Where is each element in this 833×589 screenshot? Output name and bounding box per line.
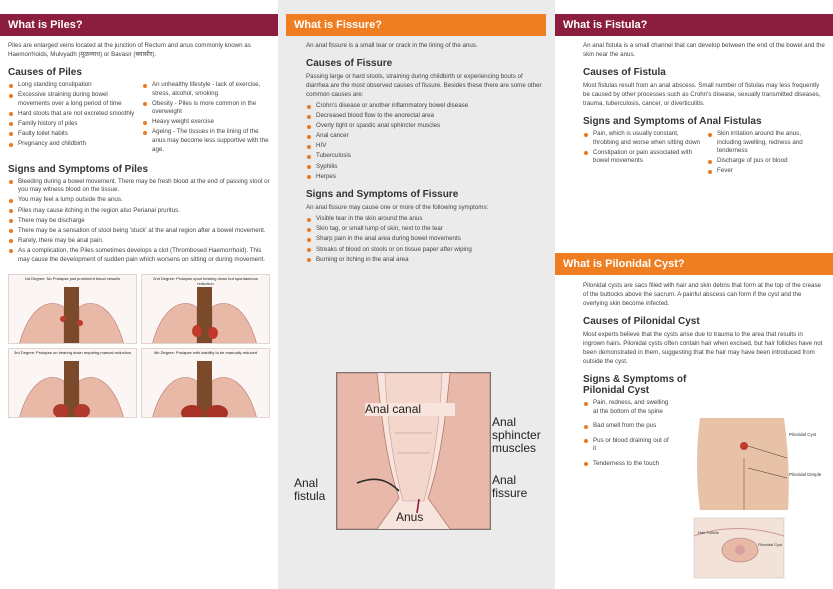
- piles-degree-3-diagram: [8, 348, 137, 418]
- list-item: HIV: [306, 142, 543, 151]
- piles-degree-4-diagram: [141, 348, 270, 418]
- pilonidal-dimple-label: Pilonidal Dimple: [789, 472, 822, 477]
- fistula-symptoms-heading: Signs and Symptoms of Anal Fistulas: [583, 116, 762, 127]
- fistula-causes-heading: Causes of Fistula: [583, 67, 666, 78]
- fissure-intro: An anal fissure is a small tear or crack in the lining of the anus.: [306, 42, 478, 49]
- fissure-symptoms-heading: Signs and Symptoms of Fissure: [306, 189, 459, 201]
- list-item: Tenderness to the touch: [583, 460, 673, 469]
- fissure-causes-heading: Causes of Fissure: [306, 58, 393, 69]
- list-item: Herpes: [306, 173, 543, 182]
- list-item: Skin irritation around the anus, including swelling, redness and tenderness: [707, 130, 825, 156]
- piles-degree-3-illustration: [9, 361, 134, 418]
- pilonidal-cyst-label: Pilonidal Cyst: [789, 432, 817, 437]
- piles-symptoms-heading: Signs and Symptoms of Piles: [8, 163, 149, 175]
- diagram-caption: 3rd Degree: Prolapse on bearing down requiring manual reduction: [13, 350, 132, 356]
- fissure-symptoms-list: [306, 215, 543, 264]
- list-item: Hard stools that are not excreted smoothly: [8, 110, 136, 119]
- fistula-symptoms-right: [707, 130, 825, 177]
- list-item: Sharp pain in the anal area during bowel movements: [306, 235, 543, 244]
- piles-intro: Piles are enlarged veins located at the junction of Rectum and anus commonly known as Haemorrhoids, Mulvyadh (मूळव्याध) or Bavasir (बवासीर).: [8, 42, 251, 58]
- list-item: Visible tear in the skin around the anus: [306, 215, 543, 224]
- fistula-causes-text: Most fistulas result from an anal abscess. Small number of fistulas may less frequently be caused by other processes such as Crohn's disease, sexually transmitted diseases, trauma, tuberculosis, cancer, or diverticulitis.: [583, 82, 821, 107]
- list-item: Pus or blood draining out of it: [583, 437, 673, 454]
- piles-causes-heading: Causes of Piles: [8, 67, 82, 78]
- list-item: Pain, which is usually constant, throbbing and worse when sitting down: [583, 130, 701, 147]
- piles-causes-list: [8, 81, 270, 156]
- diagram-caption: 4th Degree: Prolapse with inability to be manually reduced: [153, 350, 258, 356]
- pilonidal-cyst-image: [692, 418, 826, 580]
- list-item: Excessive straining during bowel movements over a long period of time: [8, 91, 136, 108]
- list-item: Piles may cause itching in the region also Perianal pruritus.: [8, 207, 270, 216]
- list-item: You may feel a lump outside the anus.: [8, 196, 270, 205]
- fistula-symptoms-left: [583, 130, 701, 177]
- list-item: Decreased blood flow to the anorectal area: [306, 112, 543, 121]
- diagram-caption: 1st Degree: No Prolapse just prominent blood vessels: [24, 276, 121, 282]
- piles-causes-left: [8, 81, 136, 156]
- diagram-caption: 2nd Degree: Prolapse upon bearing down but spontaneous reduction: [153, 276, 258, 287]
- fissure-title: What is Fissure?: [286, 14, 546, 36]
- piles-causes-right: [142, 81, 270, 156]
- fistula-symptoms-list: [583, 130, 825, 177]
- anal-anatomy-illustration: [337, 373, 490, 529]
- list-item: There may be discharge: [8, 217, 270, 226]
- pilonidal-title: What is Pilonidal Cyst?: [555, 253, 833, 275]
- list-item: Faulty toilet habits: [8, 130, 136, 139]
- list-item: Heavy weight exercise: [142, 118, 270, 127]
- list-item: Overly tight or spastic anal sphincter muscles: [306, 122, 543, 131]
- anal-fissure-label: Anal fissure: [492, 473, 528, 500]
- pilonidal-symptoms-list: [583, 399, 673, 469]
- list-item: Burning or itching in the anal area: [306, 256, 543, 265]
- piles-panel: [0, 0, 278, 589]
- list-item: Anal cancer: [306, 132, 543, 141]
- piles-degree-2-illustration: [142, 287, 267, 344]
- pilonidal-intro: Pilonidal cysts are sacs filled with hair and skin debris that form at the top of the crease of the buttocks above the sacrum. A painful abscess can form if the cyst and the overlying skin become infected.: [583, 282, 821, 307]
- list-item: Family history of piles: [8, 120, 136, 129]
- fissure-causes-list: [306, 102, 543, 181]
- list-item: Streaks of blood on stools or on tissue paper after wiping: [306, 246, 543, 255]
- pilonidal-cyst-section-label: Pilonidal Cyst: [758, 542, 783, 547]
- list-item: Long standing constipation: [8, 81, 136, 90]
- piles-degree-diagrams: [0, 274, 278, 418]
- fissure-symptoms-intro: An anal fissure may cause one or more of the following symptoms:: [306, 204, 489, 212]
- anus-label: Anus: [396, 510, 424, 524]
- pilonidal-cyst-illustration: [692, 418, 826, 580]
- list-item: Fever: [707, 167, 825, 176]
- hair-follicle-label: Hair Follicle: [698, 530, 719, 535]
- anal-anatomy-diagram: [336, 372, 491, 530]
- list-item: Skin tag, or small lump of skin, next to the tear: [306, 225, 543, 234]
- fistula-title: What is Fistula?: [555, 14, 833, 36]
- list-item: Pain, redness, and swelling at the bottom of the spine: [583, 399, 673, 416]
- fissure-causes-intro: Passing large or hard stools, straining during childbirth or experiencing bouts of diarrhea are the most observed causes of fissure. Besides these there are some other common causes are:: [306, 73, 542, 98]
- piles-degree-2-diagram: [141, 274, 270, 344]
- piles-degree-1-diagram: [8, 274, 137, 344]
- list-item: Crohn's disease or another inflammatory bowel disease: [306, 102, 543, 111]
- list-item: Bad smell from the pus: [583, 422, 673, 431]
- list-item: Constipation or pain associated with bowel movements: [583, 149, 701, 166]
- anal-fistula-label: Anal fistula: [294, 476, 326, 503]
- piles-degree-1-illustration: [9, 287, 134, 344]
- pilonidal-causes-heading: Causes of Pilonidal Cyst: [583, 316, 700, 327]
- list-item: An unhealthy lifestyle - lack of exercise, stress, alcohol, smoking: [142, 81, 270, 98]
- anal-canal-label: Anal canal: [365, 403, 455, 416]
- piles-title: What is Piles?: [0, 14, 278, 36]
- list-item: Pregnancy and childbirth: [8, 140, 136, 149]
- list-item: Syphilis: [306, 163, 543, 172]
- list-item: Rarely, there may be anal pain.: [8, 237, 270, 246]
- piles-symptoms-list: [8, 178, 270, 264]
- anal-sphincter-label: Anal sphincter muscles: [492, 415, 541, 455]
- pilonidal-causes-text: Most experts believe that the cysts arise due to trauma to the area that results in ingrown hairs. Pilonidal cysts often contain hair when excised, but hair follicles have not been demonstrated in them, suggesting that the hair may have been introduced from outside the cyst.: [583, 331, 823, 365]
- fissure-panel: [278, 0, 555, 589]
- piles-degree-4-illustration: [142, 361, 267, 418]
- list-item: As a complication, the Piles sometimes develops a clot (Thrombosed Haemorrhoid). This may cause the development of sudden pain which worsens on sitting or during movement.: [8, 247, 270, 264]
- list-item: Tuberculosis: [306, 152, 543, 161]
- pilonidal-symptoms-heading: Signs & Symptoms of Pilonidal Cyst: [583, 374, 687, 396]
- list-item: Discharge of pus or blood: [707, 157, 825, 166]
- list-item: There may be a sensation of stool being 'stuck' at the anal region after a bowel movement.: [8, 227, 270, 236]
- list-item: Bleeding during a bowel movement. There may be fresh blood at the end of passing stool or you may witness blood on the tissue.: [8, 178, 270, 195]
- list-item: Ageing - The tissues in the lining of the anus may become less supportive with the age.: [142, 128, 270, 154]
- list-item: Obesity - Piles is more common in the overweight: [142, 100, 270, 117]
- fistula-intro: An anal fistula is a small channel that can develop between the end of the bowel and the skin near the anus.: [583, 42, 825, 58]
